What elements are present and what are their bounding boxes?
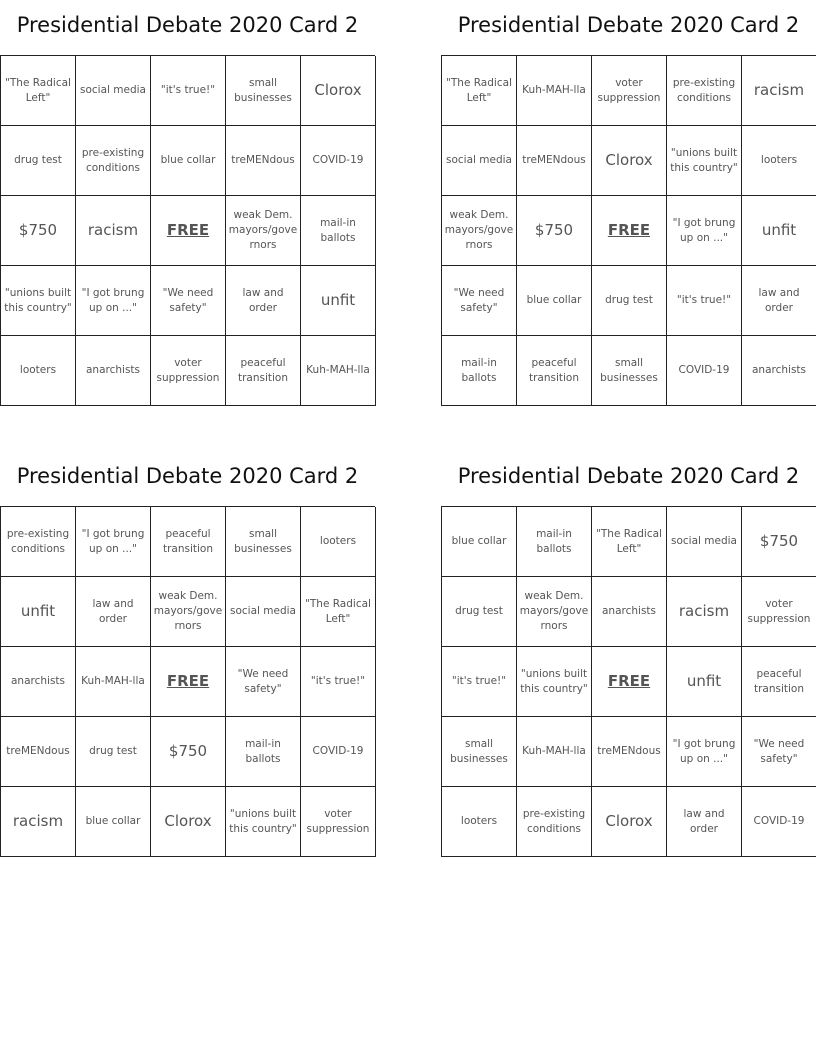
cell-label: COVID-19	[312, 154, 364, 166]
cell-label: Clorox	[605, 151, 653, 169]
bingo-cell	[226, 266, 301, 336]
bingo-cell	[301, 126, 376, 196]
bingo-cell	[442, 56, 517, 126]
bingo-cell	[442, 507, 517, 577]
bingo-cell	[517, 507, 592, 577]
cell-label: law and order	[242, 286, 284, 314]
cell-label: FREE	[166, 221, 210, 239]
cell-label: blue collar	[85, 815, 141, 827]
bingo-card-1	[0, 13, 375, 406]
cell-label: law and order	[683, 807, 725, 835]
bingo-cell	[442, 126, 517, 196]
bingo-cell	[226, 577, 301, 647]
cell-label: drug test	[605, 294, 653, 306]
bingo-card-4	[441, 464, 816, 857]
bingo-cell	[667, 266, 742, 336]
cell-label: "We need safety"	[453, 286, 505, 314]
cell-label: mail-in ballots	[461, 356, 497, 384]
bingo-cell	[667, 196, 742, 266]
cell-label: $750	[18, 221, 58, 239]
cell-label: looters	[319, 535, 357, 547]
cell-label: anarchists	[10, 675, 65, 687]
free-space-cell	[592, 196, 667, 266]
bingo-cell	[76, 336, 151, 406]
bingo-cell	[76, 647, 151, 717]
cell-label: FREE	[607, 672, 651, 690]
bingo-cell	[151, 336, 226, 406]
bingo-cell	[1, 196, 76, 266]
bingo-cell	[667, 56, 742, 126]
cell-label: "I got brung up on ..."	[672, 216, 736, 244]
bingo-cell	[151, 126, 226, 196]
cell-label: "I got brung up on ..."	[672, 737, 736, 765]
bingo-cell	[592, 717, 667, 787]
cell-label: anarchists	[601, 605, 656, 617]
bingo-cell	[151, 507, 226, 577]
cell-label: mail-in ballots	[245, 737, 281, 765]
bingo-cell	[742, 126, 816, 196]
cell-label: small businesses	[234, 76, 292, 104]
bingo-cell	[301, 196, 376, 266]
cell-label: social media	[80, 84, 146, 96]
cell-label: treMENdous	[597, 745, 661, 757]
bingo-cell	[442, 266, 517, 336]
bingo-grid	[441, 55, 816, 406]
cell-label: small businesses	[234, 527, 292, 555]
bingo-cell	[76, 787, 151, 857]
cell-label: drug test	[455, 605, 503, 617]
bingo-cell	[742, 577, 816, 647]
bingo-cell	[667, 336, 742, 406]
bingo-cell	[742, 336, 816, 406]
cell-label: "unions built this country"	[4, 286, 72, 314]
bingo-cell	[592, 577, 667, 647]
cell-label: "unions built this country"	[229, 807, 297, 835]
cell-label: "it's true!"	[451, 675, 507, 687]
bingo-cell	[76, 266, 151, 336]
bingo-cell	[76, 56, 151, 126]
bingo-cell	[151, 56, 226, 126]
cell-label: looters	[19, 364, 57, 376]
bingo-cell	[226, 647, 301, 717]
cell-label: racism	[753, 81, 805, 99]
card-title: Presidential Debate 2020 Card 2	[16, 464, 359, 488]
cell-label: "The Radical Left"	[305, 597, 371, 625]
bingo-cell	[517, 196, 592, 266]
bingo-cell	[1, 577, 76, 647]
bingo-cell	[442, 577, 517, 647]
bingo-cell	[742, 507, 816, 577]
bingo-cell	[592, 507, 667, 577]
cell-label: mail-in ballots	[536, 527, 572, 555]
bingo-cell	[442, 336, 517, 406]
bingo-cell	[76, 577, 151, 647]
bingo-cell	[301, 266, 376, 336]
bingo-cell	[592, 336, 667, 406]
cell-label: social media	[230, 605, 296, 617]
cell-label: "The Radical Left"	[596, 527, 662, 555]
cell-label: "it's true!"	[676, 294, 732, 306]
bingo-cell	[442, 787, 517, 857]
bingo-card-2	[441, 13, 816, 406]
cell-label: FREE	[607, 221, 651, 239]
bingo-cell	[442, 196, 517, 266]
bingo-cell	[442, 717, 517, 787]
cell-label: "The Radical Left"	[446, 76, 512, 104]
bingo-cell	[517, 577, 592, 647]
bingo-cell	[1, 647, 76, 717]
free-space-cell	[151, 196, 226, 266]
bingo-cell	[1, 126, 76, 196]
bingo-cell	[667, 787, 742, 857]
cell-label: treMENdous	[522, 154, 586, 166]
bingo-cell	[742, 56, 816, 126]
bingo-cell	[301, 336, 376, 406]
card-title: Presidential Debate 2020 Card 2	[457, 464, 800, 488]
cell-label: "We need safety"	[237, 667, 289, 695]
bingo-cell	[667, 647, 742, 717]
cell-label: drug test	[89, 745, 137, 757]
bingo-cell	[226, 196, 301, 266]
bingo-cell	[1, 266, 76, 336]
bingo-cell	[592, 126, 667, 196]
cell-label: COVID-19	[312, 745, 364, 757]
cell-label: blue collar	[526, 294, 582, 306]
bingo-cell	[226, 56, 301, 126]
bingo-cell	[301, 507, 376, 577]
cell-label: racism	[12, 812, 64, 830]
cell-label: "We need safety"	[162, 286, 214, 314]
cell-label: "it's true!"	[160, 84, 216, 96]
bingo-cell	[226, 787, 301, 857]
bingo-cell	[301, 647, 376, 717]
bingo-cell	[1, 787, 76, 857]
cell-label: Clorox	[314, 81, 362, 99]
bingo-cell	[226, 126, 301, 196]
cell-label: voter suppression	[747, 597, 811, 625]
free-space-cell	[592, 647, 667, 717]
cell-label: weak Dem. mayors/governors	[519, 590, 589, 632]
bingo-cell	[1, 56, 76, 126]
bingo-cell	[151, 717, 226, 787]
cell-label: small businesses	[450, 737, 508, 765]
cell-label: "unions built this country"	[670, 146, 738, 174]
bingo-cell	[301, 717, 376, 787]
cell-label: "The Radical Left"	[5, 76, 71, 104]
bingo-card-3	[0, 464, 375, 857]
cell-label: $750	[168, 742, 208, 760]
cell-label: unfit	[320, 291, 356, 309]
card-title: Presidential Debate 2020 Card 2	[16, 13, 359, 37]
cell-label: peaceful transition	[237, 356, 289, 384]
bingo-cell	[226, 507, 301, 577]
bingo-cell	[76, 196, 151, 266]
cell-label: blue collar	[160, 154, 216, 166]
cell-label: unfit	[761, 221, 797, 239]
bingo-cell	[742, 787, 816, 857]
bingo-cell	[226, 717, 301, 787]
bingo-cell	[517, 126, 592, 196]
card-title: Presidential Debate 2020 Card 2	[457, 13, 800, 37]
cell-label: peaceful transition	[753, 667, 805, 695]
cell-label: COVID-19	[678, 364, 730, 376]
cell-label: racism	[678, 602, 730, 620]
bingo-cell	[517, 717, 592, 787]
cell-label: pre-existing conditions	[522, 807, 586, 835]
bingo-cell	[76, 717, 151, 787]
cell-label: weak Dem. mayors/governors	[228, 209, 298, 251]
bingo-cell	[667, 577, 742, 647]
cell-label: anarchists	[85, 364, 140, 376]
cell-label: "I got brung up on ..."	[81, 527, 145, 555]
cell-label: FREE	[166, 672, 210, 690]
bingo-cell	[151, 787, 226, 857]
cell-label: unfit	[686, 672, 722, 690]
bingo-cell	[742, 647, 816, 717]
cell-label: small businesses	[600, 356, 658, 384]
cell-label: social media	[446, 154, 512, 166]
bingo-cell	[592, 266, 667, 336]
cell-label: pre-existing conditions	[672, 76, 736, 104]
cell-label: blue collar	[451, 535, 507, 547]
cell-label: peaceful transition	[528, 356, 580, 384]
cell-label: mail-in ballots	[320, 216, 356, 244]
cell-label: anarchists	[751, 364, 806, 376]
cell-label: voter suppression	[156, 356, 220, 384]
cell-label: "We need safety"	[753, 737, 805, 765]
cell-label: law and order	[92, 597, 134, 625]
free-space-cell	[151, 647, 226, 717]
cell-label: Kuh-MAH-lla	[306, 364, 370, 376]
cell-label: $750	[534, 221, 574, 239]
cell-label: Kuh-MAH-lla	[522, 745, 586, 757]
bingo-cell	[151, 266, 226, 336]
cell-label: Kuh-MAH-lla	[522, 84, 586, 96]
cell-label: social media	[671, 535, 737, 547]
bingo-cell	[1, 717, 76, 787]
bingo-cell	[301, 787, 376, 857]
bingo-grid	[0, 506, 375, 857]
cell-label: racism	[87, 221, 139, 239]
bingo-cell	[76, 507, 151, 577]
bingo-cell	[742, 196, 816, 266]
bingo-cell	[301, 577, 376, 647]
bingo-cell	[517, 647, 592, 717]
bingo-cell	[226, 336, 301, 406]
bingo-cell	[1, 507, 76, 577]
cell-label: looters	[460, 815, 498, 827]
cell-label: voter suppression	[306, 807, 370, 835]
bingo-cell	[667, 126, 742, 196]
bingo-cell	[76, 126, 151, 196]
bingo-cell	[517, 336, 592, 406]
cell-label: law and order	[758, 286, 800, 314]
cell-label: Clorox	[605, 812, 653, 830]
cell-label: looters	[760, 154, 798, 166]
cell-label: Kuh-MAH-lla	[81, 675, 145, 687]
cell-label: peaceful transition	[162, 527, 214, 555]
bingo-cell	[442, 647, 517, 717]
bingo-cell	[742, 266, 816, 336]
cell-label: drug test	[14, 154, 62, 166]
cell-label: "it's true!"	[310, 675, 366, 687]
bingo-cell	[592, 56, 667, 126]
cell-label: $750	[759, 532, 799, 550]
bingo-cell	[517, 266, 592, 336]
cell-label: "unions built this country"	[520, 667, 588, 695]
bingo-cell	[301, 56, 376, 126]
cell-label: treMENdous	[231, 154, 295, 166]
cell-label: "I got brung up on ..."	[81, 286, 145, 314]
cell-label: treMENdous	[6, 745, 70, 757]
cell-label: unfit	[20, 602, 56, 620]
bingo-cell	[151, 577, 226, 647]
bingo-cell	[667, 507, 742, 577]
cell-label: pre-existing conditions	[81, 146, 145, 174]
bingo-cell	[592, 787, 667, 857]
bingo-cell	[517, 787, 592, 857]
cell-label: COVID-19	[753, 815, 805, 827]
bingo-cell	[742, 717, 816, 787]
bingo-grid	[0, 55, 375, 406]
cell-label: pre-existing conditions	[6, 527, 70, 555]
cell-label: weak Dem. mayors/governors	[153, 590, 223, 632]
bingo-cell	[667, 717, 742, 787]
cell-label: Clorox	[164, 812, 212, 830]
bingo-cell	[1, 336, 76, 406]
cell-label: voter suppression	[597, 76, 661, 104]
bingo-grid	[441, 506, 816, 857]
bingo-cell	[517, 56, 592, 126]
cell-label: weak Dem. mayors/governors	[444, 209, 514, 251]
